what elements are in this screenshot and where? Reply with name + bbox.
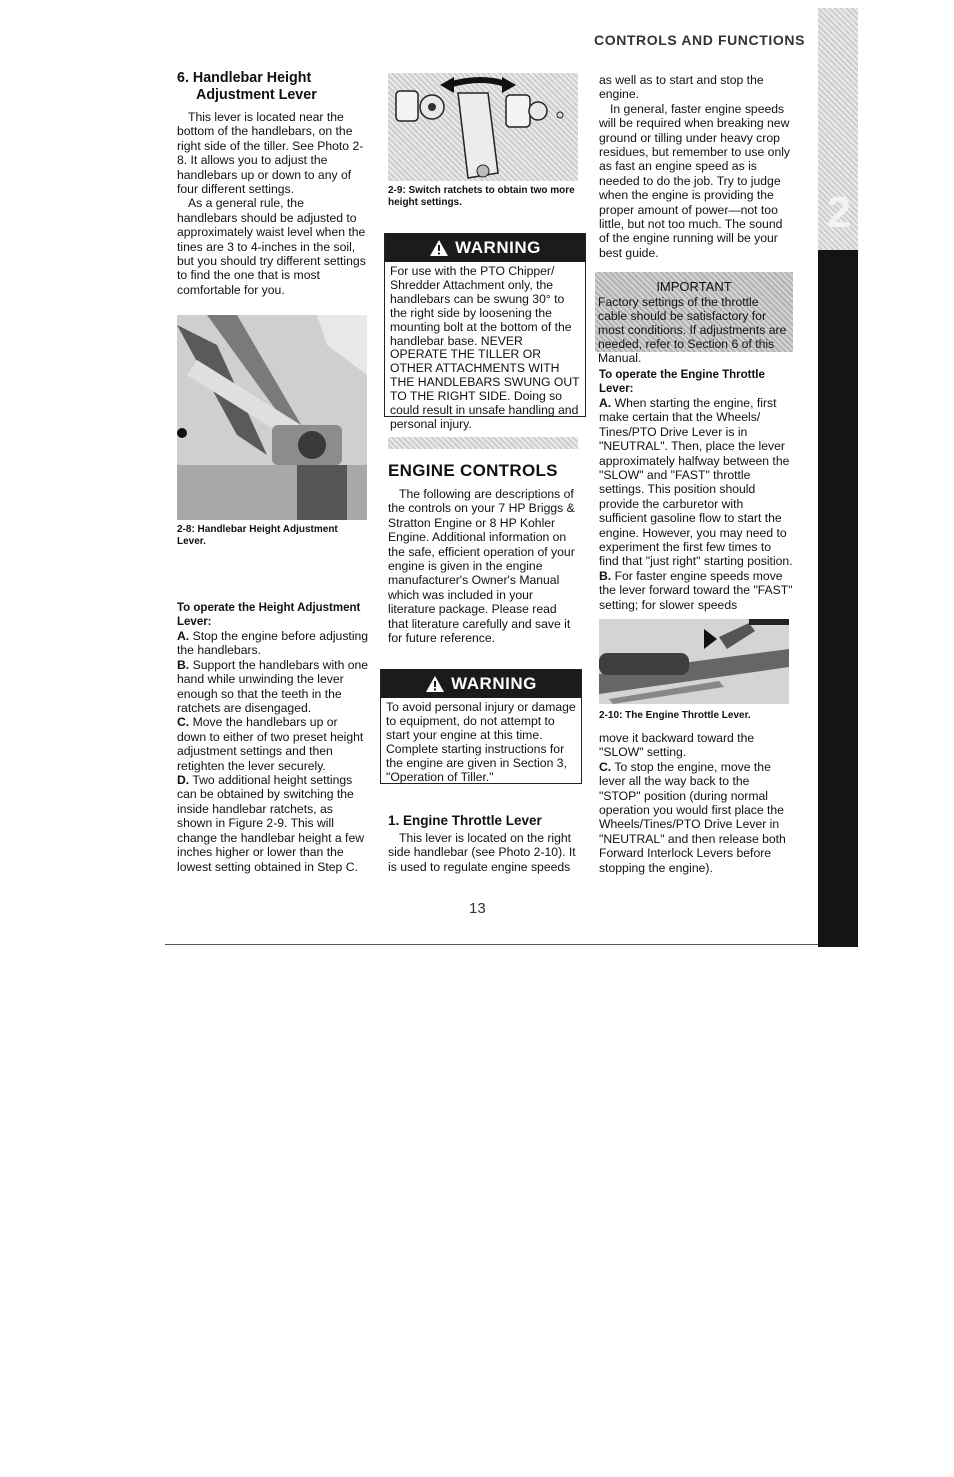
page-number: 13 (469, 900, 486, 917)
height-step-b-letter: B. (177, 657, 190, 672)
throttle-step-b-letter: B. (599, 568, 612, 583)
figure-2-9-caption: 2-9: Switch ratchets to obtain two more height settings. (388, 185, 575, 208)
engine-controls-heading: ENGINE CONTROLS (388, 461, 558, 480)
height-step-a (177, 629, 369, 658)
throttle-lever-para: This lever is located on the right side handlebar (see Photo 2-10). It is used to regulate engine speeds (388, 831, 576, 874)
height-step-c (177, 715, 369, 773)
warning-triangle-icon (425, 675, 445, 693)
throttle-lever-heading: 1. Engine Throttle Lever (388, 813, 542, 828)
height-step-c-letter: C. (177, 715, 190, 730)
handlebar-heading (177, 70, 367, 104)
photo-2-10-caption: 2-10: The Engine Throttle Lever. (599, 710, 751, 721)
height-step-b (177, 658, 369, 716)
photo-handlebar-lever-image (177, 315, 367, 520)
throttle-procedure-cont (599, 731, 793, 875)
engine-controls-para: The following are descriptions of the controls on your 7 HP Briggs & Stratton Engine or 8 HP Kohler Engine. Additional information on the safe, efficient operation of your engine is given in the engine manufacturer's Owner's Manual which was included in your literature package. Please read that literature carefully and save it for future reference. (388, 487, 575, 646)
figure-ratchets-image (388, 73, 578, 181)
throttle-lever-text (388, 831, 580, 874)
throttle-step-b-cont: move it backward toward the "SLOW" setting. (599, 731, 755, 760)
warning-label-2: WARNING (451, 674, 537, 693)
section-divider-bar (388, 437, 578, 449)
handlebar-para2: As a general rule, the handlebars should be adjusted to approximately waist level when the tines are 3 to 4-inches in the soil, but you should try different settings to find the one that is most comfortable for you. (177, 196, 366, 297)
important-box (595, 272, 793, 365)
warning-header-2 (381, 670, 581, 698)
height-step-a-letter: A. (177, 629, 190, 643)
warning-box-handlebars (384, 233, 586, 431)
warning-label-1: WARNING (455, 238, 541, 257)
throttle-step-c (599, 760, 793, 875)
photo-throttle-lever (599, 619, 789, 704)
handlebar-heading-line1: 6. Handlebar Height (177, 70, 312, 86)
handlebar-heading-line2: Adjustment Lever (196, 87, 317, 103)
engine-speed-text (599, 73, 793, 260)
throttle-step-a-letter: A. (599, 396, 612, 410)
edge-tab-strip-bottom (818, 250, 858, 947)
bottom-rule (165, 944, 818, 945)
height-step-d-letter: D. (177, 773, 190, 788)
photo-2-8-caption: 2-8: Handlebar Height Adjustment Lever. (177, 524, 338, 547)
height-step-d-text: Two additional height settings can be obtained by switching the inside handlebar ratchets, as shown in Figure 2-9. This will change the handlebar height a few inches higher or lower than the lowest setting obtained in Step C. (177, 773, 365, 874)
section-tab-number: 2 (826, 188, 852, 237)
handlebar-para1: This lever is located near the bottom of the handlebars, on the right side of the tiller. See Photo 2-8. It allows you to adjust the handlebars up or down to any of four different settings. (177, 110, 364, 197)
throttle-procedure-heading: To operate the Engine Throttle Lever: (599, 369, 765, 395)
warning-header-1 (385, 234, 585, 262)
photo-handlebar-lever (177, 315, 367, 520)
photo-throttle-lever-image (599, 619, 789, 704)
throttle-step-b-text: For faster engine speeds move the lever forward toward the "FAST" setting; for slower speeds (599, 568, 793, 612)
throttle-step-b (599, 569, 793, 612)
engine-speed-para1: as well as to start and stop the engine. (599, 73, 764, 102)
throttle-step-c-text: To stop the engine, move the lever all the way back to the "STOP" position (during normal operation you would first place the Wheels/Tines/PTO Drive Lever in "NEUTRAL" and then release both Forward Interlock Levers before stopping the engine). (599, 759, 786, 875)
height-step-a-text: Stop the engine before adjusting the handlebars. (177, 629, 369, 658)
important-text: Factory settings of the throttle cable should be satisfactory for most conditions. If adjustments are needed, refer to Section 6 of this Manual. (598, 295, 787, 365)
warning-text-1: For use with the PTO Chipper/ Shredder Attachment only, the handlebars can be swung 30° to the right side by loosening the mounting bolt at the bottom of the handlebar base. NEVER OPERATE THE TILLER OR OTHER ATTACHMENTS WITH THE HANDLEBARS SWUNG OUT TO THE RIGHT SIDE. Doing so could result in unsafe handling and personal injury. (390, 264, 580, 431)
engine-controls-text (388, 487, 580, 645)
warning-triangle-icon (429, 239, 449, 257)
throttle-step-c-letter: C. (599, 759, 612, 774)
throttle-procedure (599, 369, 793, 612)
height-procedure-heading: To operate the Height Adjustment Lever: (177, 602, 361, 628)
throttle-step-a-text: When starting the engine, first make certain that the Wheels/ Tines/PTO Drive Lever is in "NEUTRAL". Then, place the lever approximately halfway between the "SLOW" and "FAST" throttle settings. This position should provide the carburetor with sufficient gasoline flow to start the engine. However, you may need to experiment the first few times to find that "just right" starting position. (599, 396, 793, 569)
section-title: CONTROLS AND FUNCTIONS (594, 32, 806, 48)
engine-speed-para2: In general, faster engine speeds will be required when breaking new ground or tilling under heavy crop residues, but remember to use only as fast an engine speed as is needed to do the job. Try to judge when the engine is providing the proper amount of power—not too little, but not too much. The sound of the engine running will be your best guide. (599, 101, 791, 260)
warning-box-start (380, 669, 582, 784)
height-step-c-text: Move the handlebars up or down to either of two preset height adjustment settings and then retighten the lever securely. (177, 715, 364, 773)
height-procedure (177, 602, 369, 874)
throttle-step-a (599, 396, 793, 569)
figure-ratchets (388, 73, 578, 181)
warning-text-2: To avoid personal injury or damage to equipment, do not attempt to start your engine at this time. Complete starting instructions for the engine are given in Section 3, "Operation of Tiller." (386, 700, 576, 784)
height-step-d (177, 773, 369, 874)
height-step-b-text: Support the handlebars with one hand while unwinding the lever enough so that the teeth in the ratchets are disengaged. (177, 657, 369, 716)
important-label: IMPORTANT (656, 279, 732, 294)
handlebar-text (177, 110, 367, 297)
